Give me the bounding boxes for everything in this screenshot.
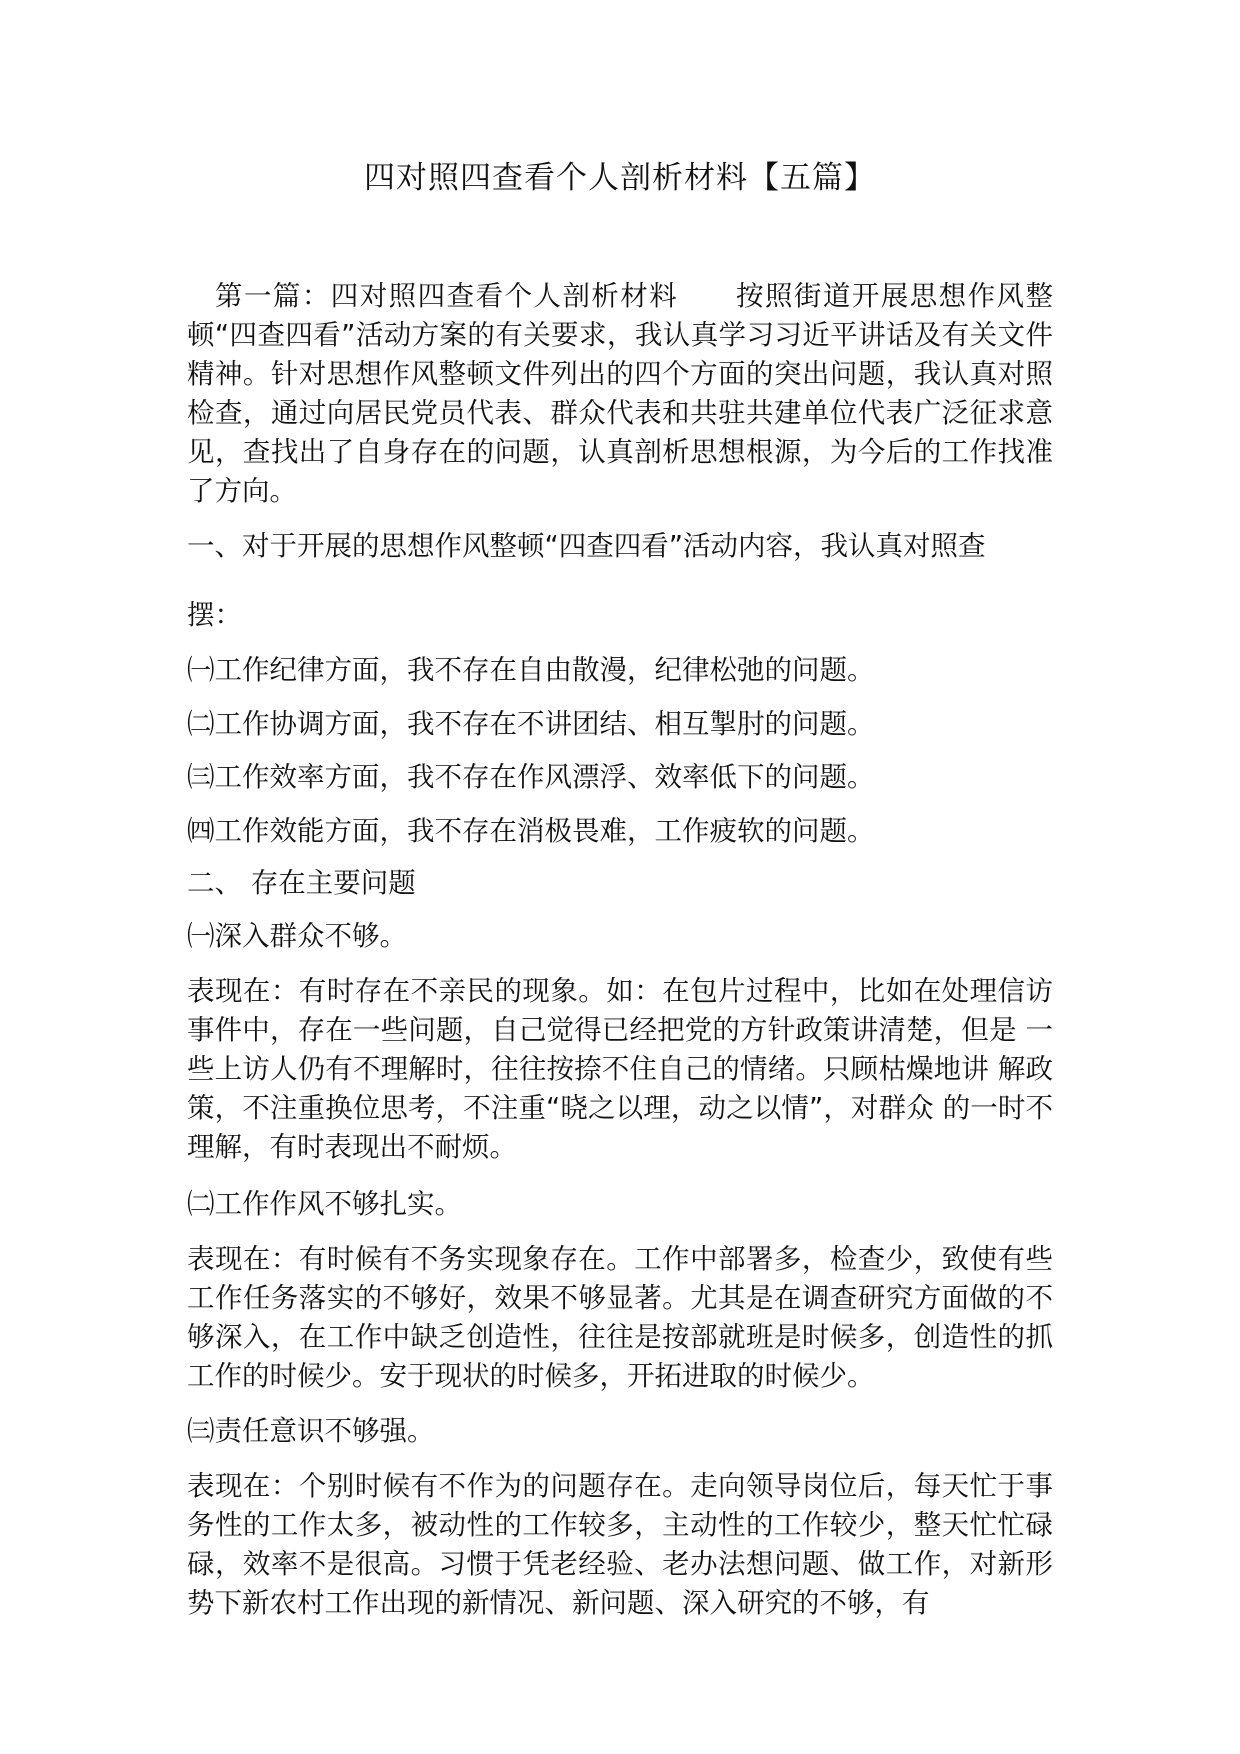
- problem-heading: ㈠深入群众不够。: [187, 920, 407, 952]
- problem-heading: ㈡工作作风不够扎实。: [187, 1188, 462, 1220]
- section1-item-discipline: ㈠工作纪律方面，我不存在自由散漫，纪律松弛的问题。: [187, 654, 875, 686]
- problem-body: 表现在：有时候有不务实现象存在。工作中部署多，检查少，致使有些工作任务落实的不够好，效果不够显著。尤其是在调查研究方面做的不够深入，在工作中缺乏创造性，往往是按部就班是时候多，创造性的抓工作的时候少。安于现状的时候多，开拓进取的时候少。: [187, 1243, 1053, 1392]
- section1-heading: 一、对于开展的思想作风整顿“四查四看”活动内容，我认真对照查: [187, 530, 986, 562]
- intro-paragraph: 第一篇：四对照四查看个人剖析材料 按照街道开展思想作风整顿“四查四看”活动方案的有关要求，我认真学习习近平讲话及有关文件精神。针对思想作风整顿文件列出的四个方面的突出问题，我认真对照检查，通过向居民党员代表、群众代表和共驻共建单位代表广泛征求意见，查找出了自身存在的问题，认真剖析思想根源，为今后的工作找准了方向。: [187, 280, 1053, 507]
- section1-item-coordination: ㈡工作协调方面，我不存在不讲团结、相互掣肘的问题。: [187, 708, 875, 740]
- section1-heading-continuation: 摆：: [187, 599, 242, 631]
- problem-body: 表现在：个别时候有不作为的问题存在。走向领导岗位后，每天忙于事务性的工作太多，被动性的工作较多，主动性的工作较少，整天忙忙碌碌，效率不是很高。习惯于凭老经验、老办法想问题、做工作，对新形势下新农村工作出现的新情况、新问题、深入研究的不够，有: [187, 1470, 1053, 1619]
- problem-heading: ㈢责任意识不够强。: [187, 1415, 435, 1447]
- section1-item-efficiency: ㈢工作效率方面，我不存在作风漂浮、效率低下的问题。: [187, 761, 875, 793]
- problem-body: 表现在：有时存在不亲民的现象。如：在包片过程中，比如在处理信访 事件中，存在一些问题，自己觉得已经把党的方针政策讲清楚，但是 一些上访人仍有不理解时，往往按捺不住自己的情绪。只顾枯燥地讲 解政策，不注重换位思考，不注重“晓之以理，动之以情”，对群众 的一时不理解，有时表现出不耐烦。: [187, 975, 1053, 1163]
- section1-item-effectiveness: ㈣工作效能方面，我不存在消极畏难，工作疲软的问题。: [187, 815, 875, 847]
- document-title: 四对照四查看个人剖析材料【五篇】: [364, 160, 876, 196]
- section2-heading: 二、 存在主要问题: [187, 867, 416, 899]
